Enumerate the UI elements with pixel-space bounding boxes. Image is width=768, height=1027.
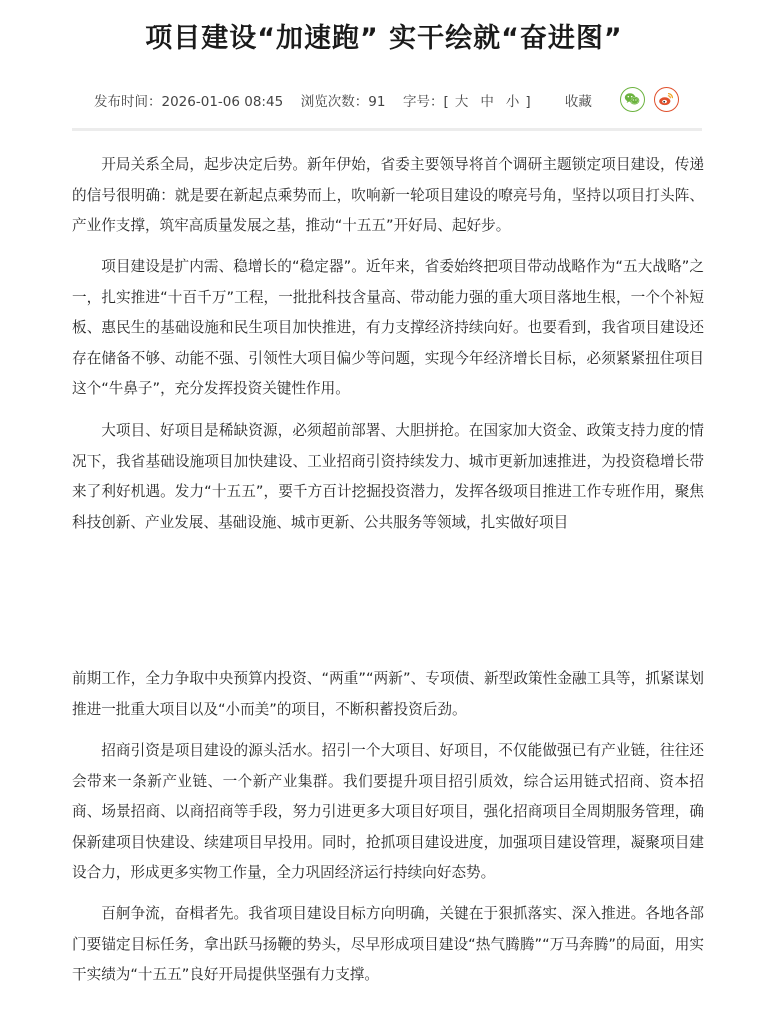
article-paragraph: 大项目、好项目是稀缺资源，必须超前部署、大胆拼抢。在国家加大资金、政策支持力度的情况下，我省基础设施项目加快建设、工业招商引资持续发力、城市更新加速推进，为投资稳增长带来了利好机遇。发力“十五五”，要千方百计挖掘投资潜力，发挥各级项目推进工作专班作用，聚焦科技创新、产业发展、基础设施、城市更新、公共服务等领域，扎实做好项目 <box>72 422 704 531</box>
article-paragraph: 项目建设是扩内需、稳增长的“稳定器”。近年来，省委始终把项目带动战略作为“五大战略”之一，扎实推进“十百千万”工程，一批批科技含量高、带动能力强的重大项目落地生根，一个个补短板、惠民生的基础设施和民生项目加快推进，有力支撑经济持续向好。也要看到，我省项目建设还存在储备不够、动能不强、引领性大项目偏少等问题，实现今年经济增长目标，必须紧紧扭住项目这个“牛鼻子”，充分发挥投资关键性作用。 <box>72 258 704 397</box>
weibo-share-button[interactable] <box>654 87 679 112</box>
font-size-bracket-close: ] <box>525 94 531 110</box>
font-size-bracket-open: [ <box>443 94 449 110</box>
header-divider <box>72 128 702 131</box>
publish-time: 2026-01-06 08:45 <box>161 94 284 110</box>
font-size-large-button[interactable]: 大 <box>454 94 469 110</box>
weibo-icon <box>655 88 677 110</box>
article-title: 项目建设“加速跑” 实干绘就“奋进图” <box>145 23 623 54</box>
collect-button[interactable]: 收藏 <box>564 94 592 110</box>
article-paragraph: 开局关系全局，起步决定后势。新年伊始，省委主要领导将首个调研主题锁定项目建设，传递的信号很明确：就是要在新起点乘势而上，吹响新一轮项目建设的嘹亮号角，坚持以项目打头阵、产业作支撑，筑牢高质量发展之基，推动“十五五”开好局、起好步。 <box>72 156 704 234</box>
article-paragraph: 百舸争流，奋楫者先。我省项目建设目标方向明确，关键在于狠抓落实、深入推进。各地各部门要锚定目标任务，拿出跃马扬鞭的势头，尽早形成项目建设“热气腾腾”“万马奔腾”的局面，用实干实绩为“十五五”良好开局提供坚强有力支撑。 <box>72 905 704 983</box>
publish-time-label: 发布时间： <box>94 94 162 110</box>
font-size-label: 字号： <box>403 94 444 110</box>
views-count: 91 <box>368 94 386 110</box>
views-label: 浏览次数： <box>300 94 369 110</box>
wechat-share-button[interactable] <box>620 87 645 112</box>
font-size-medium-button[interactable]: 中 <box>480 94 494 110</box>
font-size-small-button[interactable]: 小 <box>505 94 520 110</box>
article-paragraph: 招商引资是项目建设的源头活水。招引一个大项目、好项目，不仅能做强已有产业链，往往还会带来一条新产业链、一个新产业集群。我们要提升项目招引质效，综合运用链式招商、资本招商、场景招商、以商招商等手段，努力引进更多大项目好项目，强化招商项目全周期服务管理，确保新建项目快建设、续建项目早投用。同时，抢抓项目建设进度，加强项目建设管理，凝聚项目建设合力，形成更多实物工作量，全力巩固经济运行持续向好态势。 <box>72 742 704 881</box>
wechat-icon <box>621 88 643 110</box>
article-meta <box>94 90 592 114</box>
article-paragraph-continuation: 前期工作，全力争取中央预算内投资、“两重”“两新”、专项债、新型政策性金融工具等，抓紧谋划推进一批重大项目以及“小而美”的项目，不断积蓄投资后劲。 <box>72 670 704 718</box>
